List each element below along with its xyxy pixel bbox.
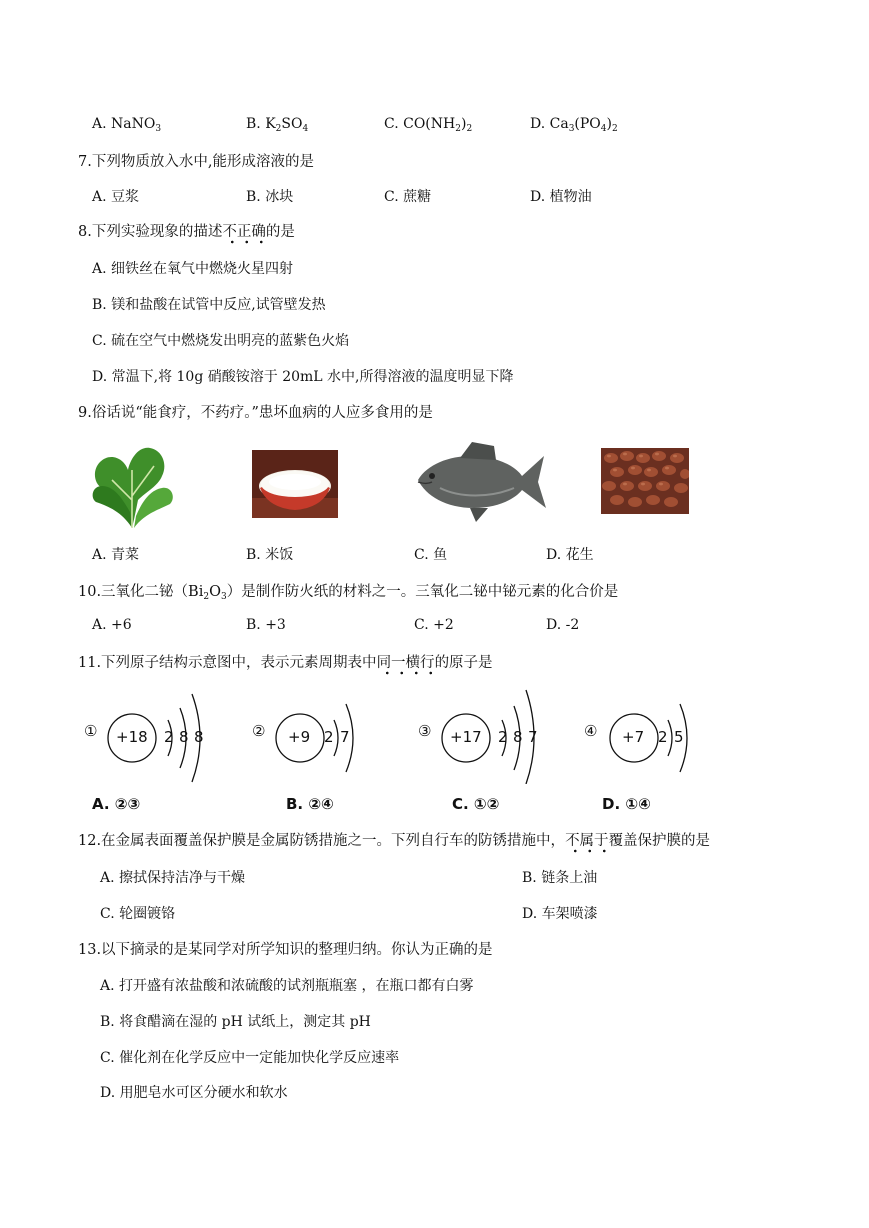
q12-stem: 12.在金属表面覆盖保护膜是金属防锈措施之一。下列自行车的防锈措施中，不属于覆盖保护膜的是 [78, 829, 710, 850]
q7-option-c: C. 蔗糖 [384, 189, 432, 205]
q8-option-c: C. 硫在空气中燃烧发出明亮的蓝紫色火焰 [92, 333, 350, 349]
q9-option-c: C. 鱼 [414, 547, 448, 563]
q12-option-d: D. 车架喷漆 [522, 906, 598, 922]
q9-option-a: A. 青菜 [92, 547, 140, 563]
q6-option-a: A. NaNO$_3$ [92, 116, 162, 134]
atom-2-label: ② [252, 722, 266, 740]
q10-option-c: C. +2 [414, 617, 454, 633]
fish-image [410, 436, 550, 530]
atom-1-shell-2: 8 [179, 728, 189, 746]
q13-option-c: C. 催化剂在化学反应中一定能加快化学反应速率 [100, 1050, 400, 1066]
q8-option-b: B. 镁和盐酸在试管中反应,试管壁发热 [92, 297, 326, 313]
q11-stem: 11.下列原子结构示意图中，表示元素周期表中同一横行的原子是 [78, 651, 493, 672]
atom-2-shell-2: 7 [340, 728, 350, 746]
q10-stem: 10.三氧化二铋$(Bi_2O_3)$是制作防火纸的材料之一。三氧化二铋中铋元素的化合价是 [78, 584, 619, 602]
q11-option-c: C. ①② [452, 795, 500, 813]
atom-3-shell-3: 7 [528, 728, 538, 746]
q12-option-b: B. 链条上油 [522, 870, 598, 886]
atom-4-shell-1: 2 [658, 728, 668, 746]
q7-stem: 7.下列物质放入水中,能形成溶液的是 [78, 154, 314, 170]
q11-emphasis: 同一横行 [377, 655, 435, 676]
atom-4-nucleus: +7 [622, 728, 645, 746]
q12-option-a: A. 擦拭保持洁净与干燥 [100, 870, 246, 886]
q8-stem: 8.下列实验现象的描述不正确的是 [78, 220, 295, 241]
atom-1-nucleus: +18 [116, 728, 148, 746]
atom-3-label: ③ [418, 722, 432, 740]
q10-option-a: A. +6 [92, 617, 132, 633]
q11-option-d: D. ①④ [602, 795, 651, 813]
rice-bowl-image [252, 450, 338, 518]
q11-option-b: B. ②④ [286, 795, 334, 813]
atom-3-shell-1: 2 [498, 728, 508, 746]
q7-option-d: D. 植物油 [530, 189, 592, 205]
q8-option-d: D. 常温下,将 10g 硝酸铵溶于 20mL 水中,所得溶液的温度明显下降 [92, 369, 514, 385]
q8-option-a: A. 细铁丝在氧气中燃烧火星四射 [92, 261, 294, 277]
green-vegetable-image [88, 440, 176, 530]
q6-option-c: C. $CO(NH_2)_2$ [384, 116, 473, 134]
atom-3-shell-2: 8 [513, 728, 523, 746]
q8-emphasis: 不正确 [222, 224, 266, 245]
q6-option-d: D. $Ca_3(PO_4)_2$ [530, 116, 618, 134]
q13-option-a: A. 打开盛有浓盐酸和浓硫酸的试剂瓶瓶塞 ，在瓶口都有白雾 [100, 978, 474, 994]
q7-option-b: B. 冰块 [246, 189, 294, 205]
atom-diagram-4 [584, 690, 704, 784]
atom-2-shell-1: 2 [324, 728, 334, 746]
q6-option-b: B. $K_2SO_4$ [246, 116, 309, 134]
q12-emphasis: 不属于 [565, 833, 609, 854]
atom-1-shell-1: 2 [164, 728, 174, 746]
q13-stem: 13.以下摘录的是某同学对所学知识的整理归纳。你认为正确的是 [78, 942, 493, 958]
atom-1-shell-3: 8 [194, 728, 204, 746]
q11-option-a: A. ②③ [92, 795, 141, 813]
atom-1-label: ① [84, 722, 98, 740]
q9-option-b: B. 米饭 [246, 547, 294, 563]
atom-diagram-2 [252, 690, 372, 784]
q13-option-b: B. 将食醋滴在湿的 pH 试纸上，测定其 pH [100, 1014, 371, 1030]
atom-diagram-1 [84, 684, 234, 784]
atom-4-label: ④ [584, 722, 598, 740]
atom-diagram-3 [418, 684, 568, 784]
atom-2-nucleus: +9 [288, 728, 311, 746]
atom-4-shell-2: 5 [674, 728, 684, 746]
q9-option-d: D. 花生 [546, 547, 594, 563]
q12-option-c: C. 轮圈镀铬 [100, 906, 176, 922]
peanuts-image [601, 448, 689, 514]
q13-option-d: D. 用肥皂水可区分硬水和软水 [100, 1085, 288, 1101]
q10-option-b: B. +3 [246, 617, 286, 633]
atom-3-nucleus: +17 [450, 728, 482, 746]
q9-stem: 9.俗话说“能食疗，不药疗。”患坏血病的人应多食用的是 [78, 405, 433, 421]
q10-option-d: D. -2 [546, 617, 580, 633]
q7-option-a: A. 豆浆 [92, 189, 140, 205]
